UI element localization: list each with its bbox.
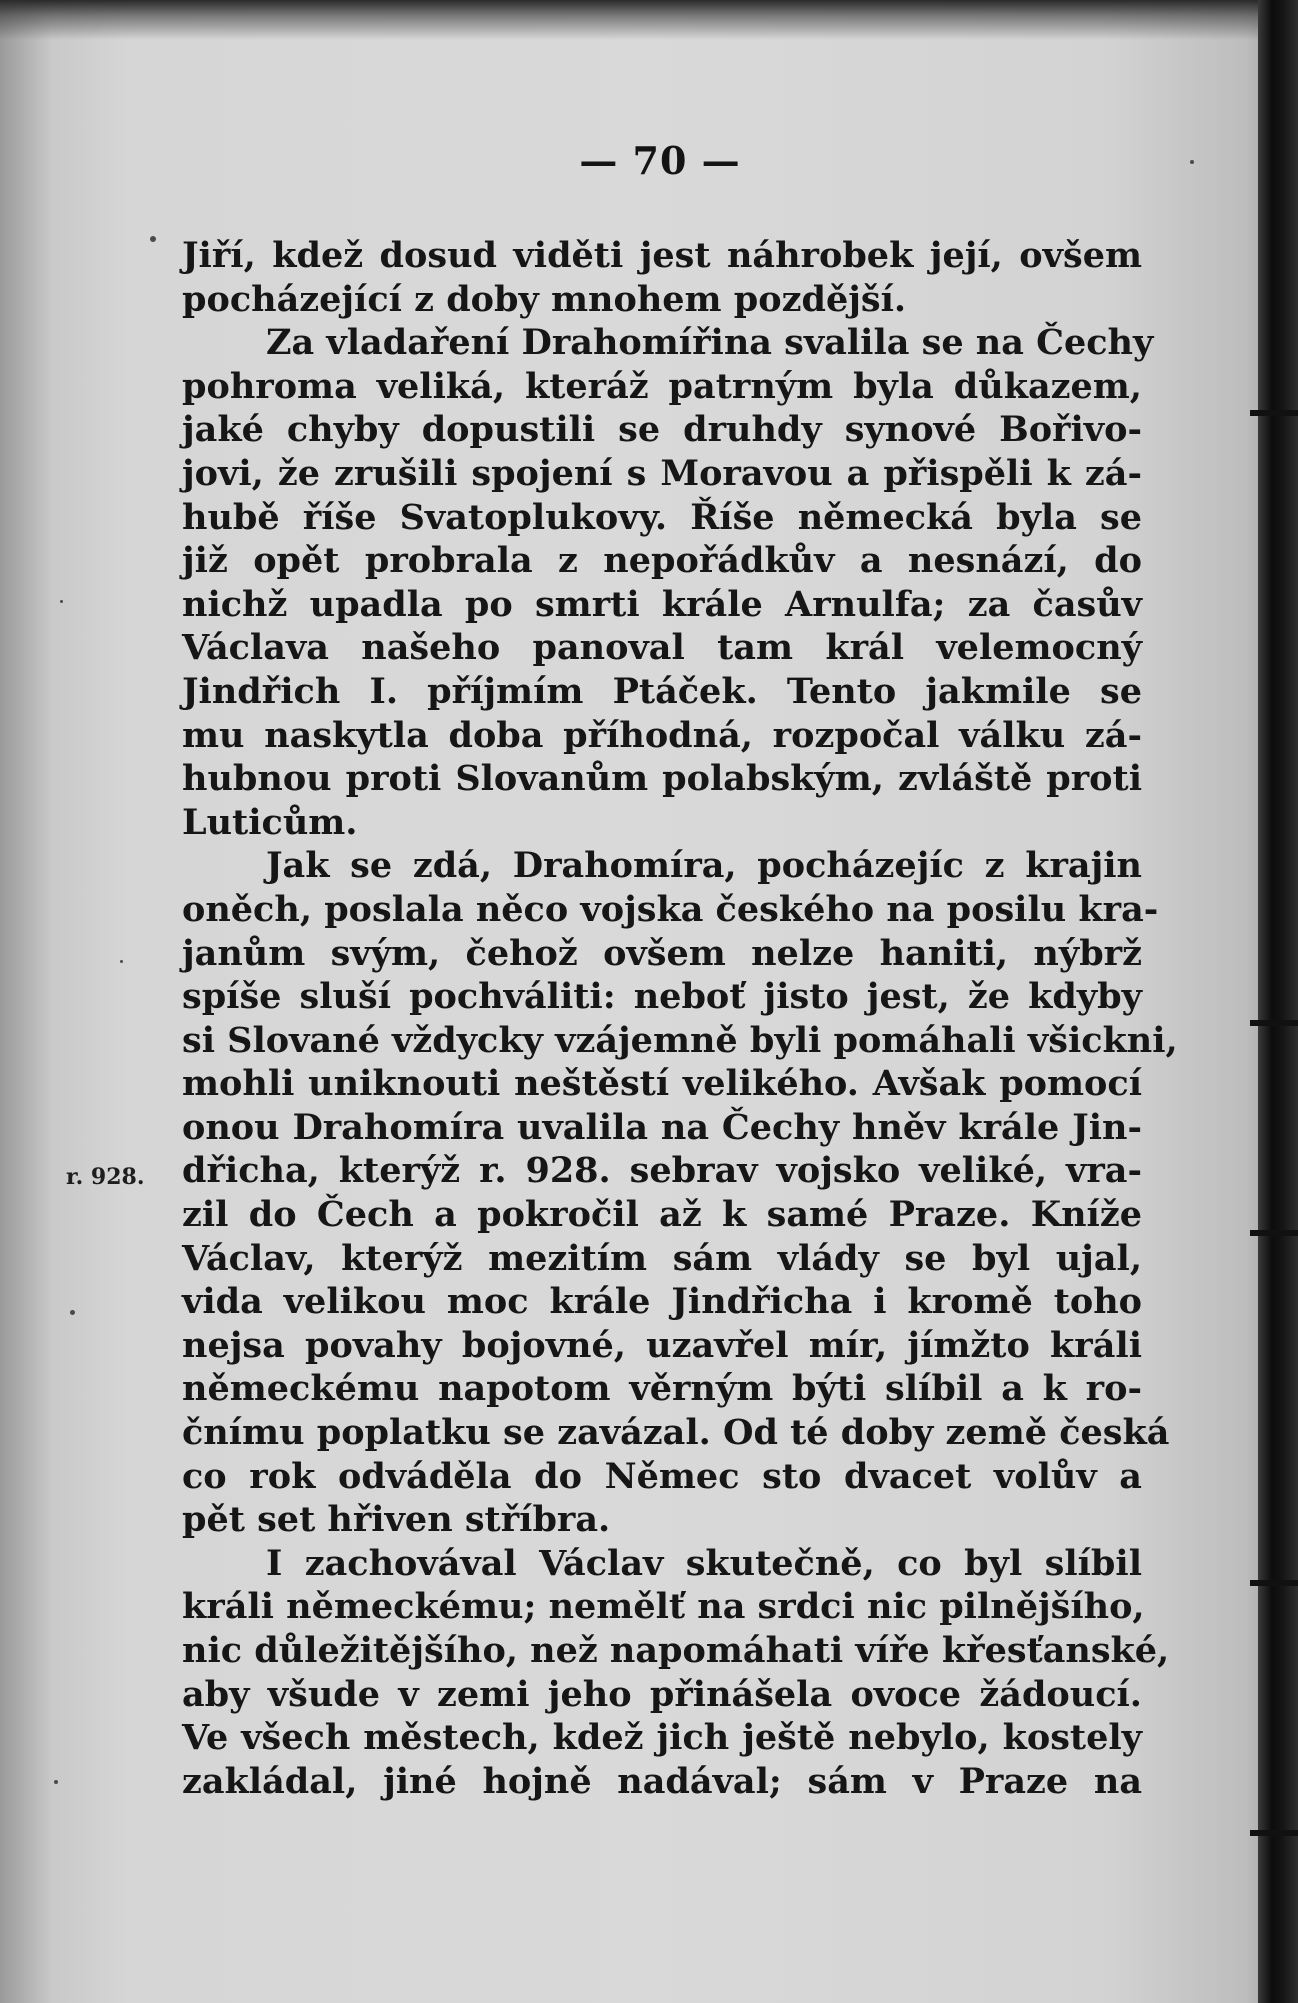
text-line: si Slované vždycky vzájemně byli pomáhali všickni, [182,1019,1178,1061]
text-line: I zachovával Václav skutečně, co byl slíbil [266,1542,1142,1584]
text-line: jovi, že zrušili spojení s Moravou a přispěli k zá- [182,452,1142,494]
text-line: nejsa povahy bojovné, uzavřel mír, jímžto králi [182,1324,1142,1366]
text-line: Jindřich I. příjmím Ptáček. Tento jakmile se [182,670,1142,712]
body-text [182,234,1178,1803]
text-line: zil do Čech a pokročil až k samé Praze. Kníže [182,1194,1142,1236]
binding-notch [1250,1230,1298,1236]
text-line: co rok odváděla do Němec sto dvacet volův a [182,1455,1142,1497]
text-line: pohroma veliká, kteráž patrným byla důkazem, [182,365,1142,407]
text-line: spíše sluší pochváliti: neboť jisto jest, že kdyby [182,976,1142,1018]
text-line: janům svým, čehož ovšem nelze haniti, nýbrž [182,932,1142,974]
scan-top-shadow [0,0,1298,40]
binding-notch [1250,1830,1298,1836]
text-line: nichž upadla po smrti krále Arnulfa; za časův [182,583,1142,625]
text-line: onou Drahomíra uvalila na Čechy hněv krále Jin- [182,1106,1142,1148]
scan-speck [60,600,63,603]
text-line: Luticům. [182,801,358,843]
text-line: Václav, kterýž mezitím sám vlády se byl ujal, [182,1237,1142,1279]
text-line: hubnou proti Slovanům polabským, zvláště proti [182,758,1142,800]
book-binding-edge [1258,0,1298,2003]
margin-year-note: r. 928. [66,1164,145,1190]
text-line: jaké chyby dopustili se druhdy synové Bořivo- [182,409,1142,451]
text-line: Jiří, kdež dosud viděti jest náhrobek její, ovšem [182,235,1142,276]
scan-speck [1190,160,1194,164]
text-line: německému napotom věrným býti slíbil a k ro- [182,1368,1142,1410]
scan-speck [70,1310,75,1315]
text-line: králi německému; nemělť na srdci nic pilnějšího, [182,1586,1145,1628]
text-line: Jak se zdá, Drahomíra, pocházejíc z krajin [266,845,1142,887]
text-line: Za vladaření Drahomířina svalila se na Čechy [266,322,1154,364]
text-line: Václava našeho panoval tam král velemocný [182,627,1142,669]
text-line: oněch, poslala něco vojska českého na posilu kra- [182,888,1159,930]
text-line: čnímu poplatku se zavázal. Od té doby země česká [182,1412,1170,1454]
binding-notch [1250,1020,1298,1026]
text-line: mohli uniknouti neštěstí velikého. Avšak pomocí [182,1063,1142,1105]
text-line: pocházející z doby mnohem pozdější. [182,278,907,320]
text-line: nic důležitějšího, než napomáhati víře křesťanské, [182,1630,1170,1671]
page-number: — 70 — [579,138,741,183]
scan-speck [150,236,156,242]
scan-speck [54,1780,58,1784]
text-line: dřicha, kterýž r. 928. sebrav vojsko veliké, vra- [182,1150,1142,1192]
text-line: zakládal, jiné hojně nadával; sám v Praze na [182,1760,1142,1802]
scan-speck [120,960,123,963]
text-line: vida velikou moc krále Jindřicha i kromě toho [182,1281,1142,1323]
binding-notch [1250,1580,1298,1586]
text-line: již opět probrala z nepořádkův a nesnází, do [182,540,1142,582]
text-line: pět set hřiven stříbra. [182,1499,611,1541]
binding-notch [1250,410,1298,416]
text-line: aby všude v zemi jeho přinášela ovoce žádoucí. [182,1673,1142,1715]
text-line: mu naskytla doba příhodná, rozpočal válku zá- [182,714,1142,756]
text-line: Ve všech městech, kdež jich ještě nebylo, kostely [182,1717,1142,1759]
text-line: hubě říše Svatoplukovy. Říše německá byla se [182,496,1142,538]
